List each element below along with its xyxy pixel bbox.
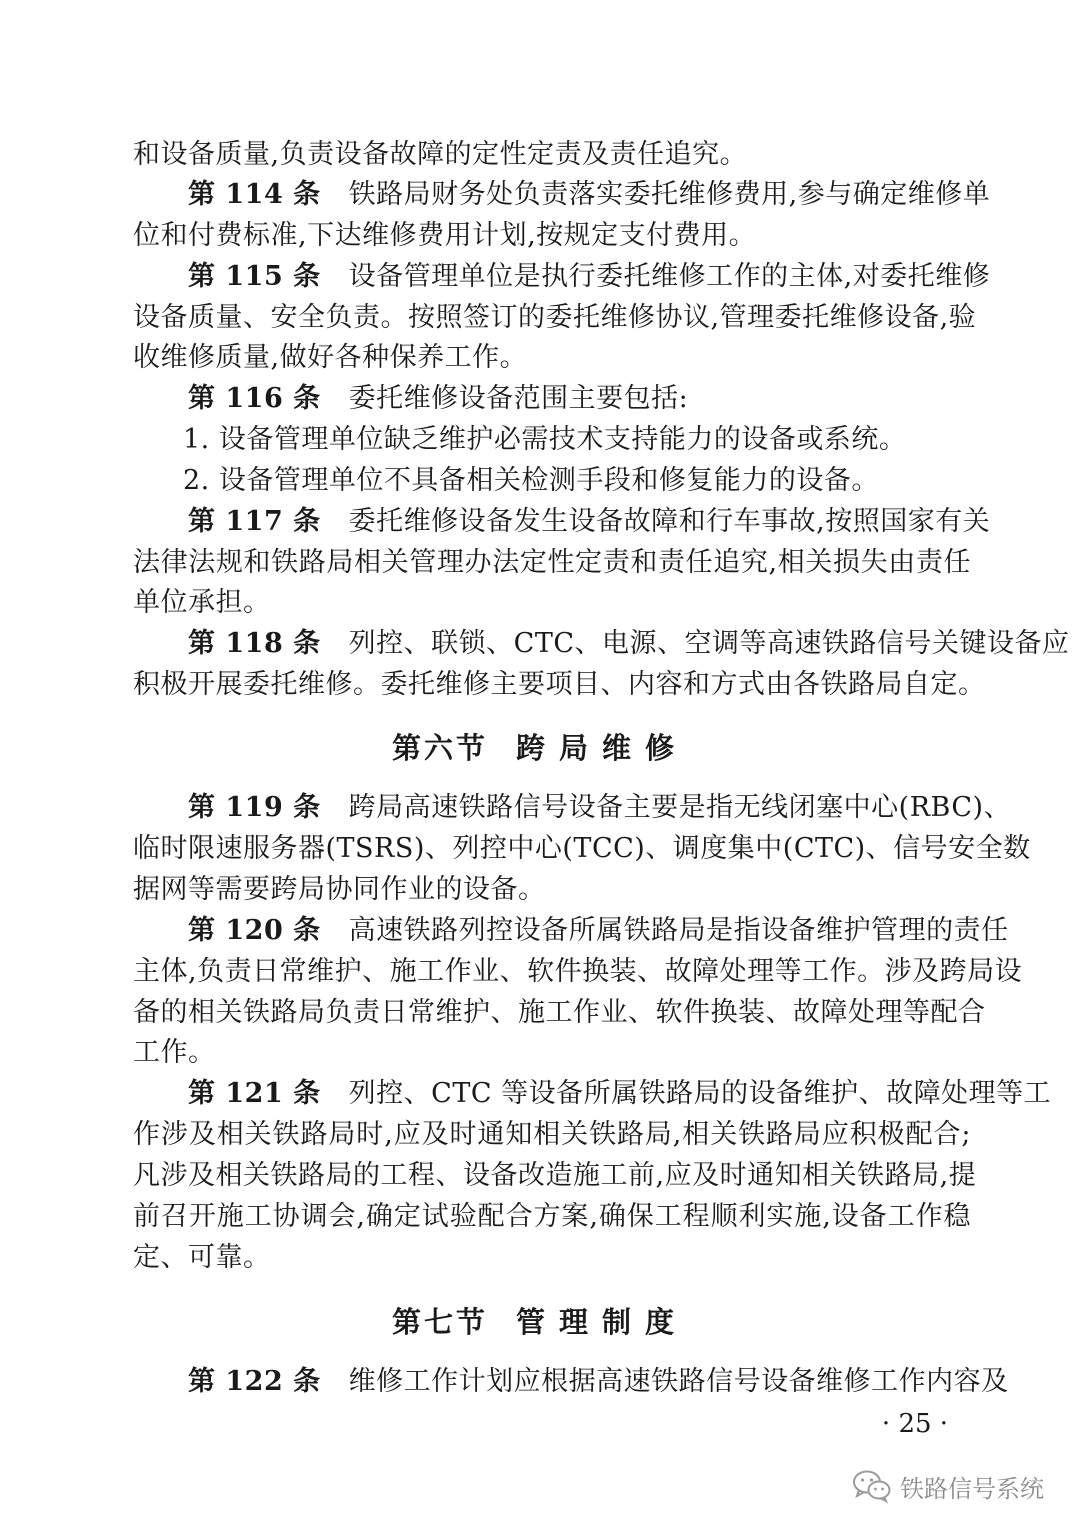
text-line: 据网等需要跨局协同作业的设备。 xyxy=(133,874,546,905)
text-line: 收维修质量,做好各种保养工作。 xyxy=(133,342,528,373)
section-title: 管理制度 xyxy=(516,1305,689,1339)
article-line: 第 120 条 高速铁路列控设备所属铁路局是指设备维护管理的责任 xyxy=(188,915,1009,946)
article-line: 第 119 条 跨局高速铁路信号设备主要是指无线闭塞中心(RBC)、 xyxy=(188,792,1012,823)
section-title: 跨局维修 xyxy=(516,731,689,765)
article-line: 第 114 条 铁路局财务处负责落实委托维修费用,参与确定维修单 xyxy=(188,179,991,210)
text-line: 设备质量、安全负责。按照签订的委托维修协议,管理委托维修设备,验 xyxy=(133,302,977,333)
text-line: 和设备质量,负责设备故障的定性定责及责任追究。 xyxy=(133,139,748,170)
article-line: 第 116 条 委托维修设备范围主要包括: xyxy=(188,383,689,414)
text-line: 定、可靠。 xyxy=(133,1242,271,1273)
text-line: 法律法规和铁路局相关管理办法定性定责和责任追究,相关损失由责任 xyxy=(133,547,971,578)
article-label: 第 118 条 xyxy=(188,628,321,659)
page-number: · 25 · xyxy=(881,1409,949,1439)
article-label: 第 120 条 xyxy=(188,915,321,946)
watermark xyxy=(852,1466,1044,1506)
text-line: 主体,负责日常维护、施工作业、软件换装、故障处理等工作。涉及跨局设 xyxy=(133,956,1023,987)
wechat-icon xyxy=(852,1469,892,1503)
article-line: 第 115 条 设备管理单位是执行委托维修工作的主体,对委托维修 xyxy=(188,261,991,292)
article-line: 第 118 条 列控、联锁、CTC、电源、空调等高速铁路信号关键设备应 xyxy=(188,628,1070,659)
text-line: 工作。 xyxy=(133,1037,216,1068)
article-label: 第 122 条 xyxy=(188,1366,321,1397)
article-line: 第 117 条 委托维修设备发生设备故障和行车事故,按照国家有关 xyxy=(188,506,991,537)
text-line: 前召开施工协调会,确定试验配合方案,确保工程顺利实施,设备工作稳 xyxy=(133,1201,971,1232)
article-label: 第 116 条 xyxy=(188,383,321,414)
section-number: 第六节 xyxy=(391,731,488,765)
list-item: 2. 设备管理单位不具备相关检测手段和修复能力的设备。 xyxy=(183,465,879,496)
article-label: 第 117 条 xyxy=(188,506,321,537)
section-number: 第七节 xyxy=(391,1305,488,1339)
watermark-text: 铁路信号系统 xyxy=(900,1474,1044,1503)
section-heading xyxy=(0,1304,1080,1340)
text-line: 临时限速服务器(TSRS)、列控中心(TCC)、调度集中(CTC)、信号安全数 xyxy=(133,833,1031,864)
article-line: 第 122 条 维修工作计划应根据高速铁路信号设备维修工作内容及 xyxy=(188,1366,1009,1397)
article-label: 第 114 条 xyxy=(188,179,321,210)
text-line: 积极开展委托维修。委托维修主要项目、内容和方式由各铁路局自定。 xyxy=(133,669,986,700)
article-label: 第 115 条 xyxy=(188,261,321,292)
text-line: 作涉及相关铁路局时,应及时通知相关铁路局,相关铁路局应积极配合; xyxy=(133,1119,971,1150)
article-label: 第 121 条 xyxy=(188,1078,321,1109)
text-line: 位和付费标准,下达维修费用计划,按规定支付费用。 xyxy=(133,220,757,251)
section-heading xyxy=(0,730,1080,766)
text-line: 单位承担。 xyxy=(133,587,271,618)
text-line: 凡涉及相关铁路局的工程、设备改造施工前,应及时通知相关铁路局,提 xyxy=(133,1160,977,1191)
article-label: 第 119 条 xyxy=(188,792,321,823)
text-line: 备的相关铁路局负责日常维护、施工作业、软件换装、故障处理等配合 xyxy=(133,997,986,1028)
article-line: 第 121 条 列控、CTC 等设备所属铁路局的设备维护、故障处理等工 xyxy=(188,1078,1052,1109)
list-item: 1. 设备管理单位缺乏维护必需技术支持能力的设备或系统。 xyxy=(183,424,907,455)
